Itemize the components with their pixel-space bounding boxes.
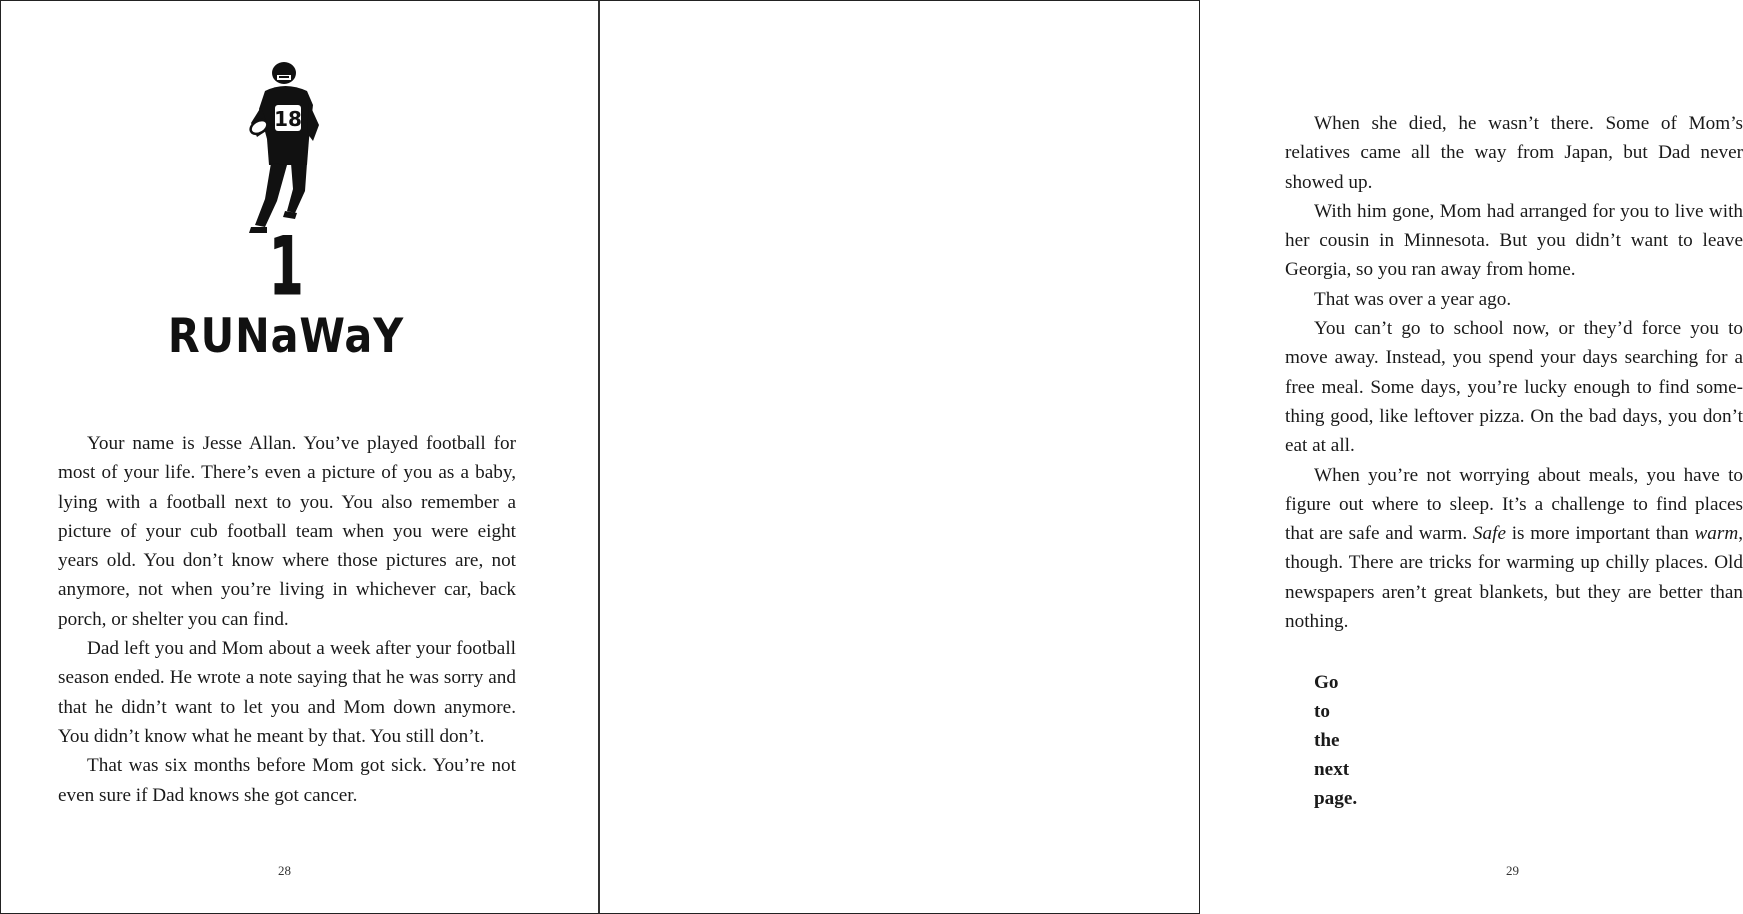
football-player-icon	[247, 61, 325, 233]
next-page-instruction: Go to the next page.	[1314, 672, 1358, 809]
paragraph: With him gone, Mom had arranged for you to live with her cousin in Minnesota. But you didn’t want to leave Georgia, so you ran away from home.	[1285, 200, 1743, 281]
emphasis-safe: Safe	[1472, 523, 1506, 545]
text-run: is more important than	[1505, 523, 1695, 545]
paragraph: Dad left you and Mom about a week after your football season ended. He wrote a note saying that he was sorry and that he didn’t want to let you and Mom down anymore. You didn’t know what he meant by that. You still don’t.	[58, 638, 516, 747]
left-page-text	[58, 429, 516, 810]
left-page	[1, 1, 600, 913]
paragraph: Your name is Jesse Allan. You’ve played football for most of your life. There’s even a picture of you as a baby, lying with a football next to you. You also remember a picture of your cub football team when you were eight years old. You don’t know where those pictures are, not anymore, not when you’re living in whichever car, back porch, or shelter you can find.	[58, 433, 516, 630]
text-run: , though. There are tricks for warming up chilly places. Old newspapers aren’t great blankets, but they are better than nothing.	[1285, 523, 1743, 633]
paragraph: You can’t go to school now, or they’d force you to move away. Instead, you spend your days searching for a free meal. Some days, you’re lucky enough to find something good, like leftover pizza. On the bad days, you don’t eat at all.	[1285, 318, 1743, 457]
jersey-number: 18	[274, 107, 302, 131]
paragraph: That was over a year ago.	[1314, 288, 1512, 310]
paragraph: That was six months before Mom got sick. You’re not even sure if Dad knows she got cancer.	[58, 755, 516, 806]
text-run: When you’re not worrying about meals, you have to figure out where to sleep. It’s a challenge to find places that are safe and warm.	[1285, 464, 1743, 545]
right-page	[600, 1, 1743, 913]
page-number-right: 29	[1506, 863, 1519, 878]
emphasis-warm: warm	[1694, 523, 1739, 545]
right-page-text	[1285, 109, 1743, 636]
chapter-number: 1	[269, 220, 303, 313]
paragraph	[1285, 461, 1743, 637]
chapter-title: RUNaWaY	[167, 309, 405, 364]
page-number-left: 28	[278, 863, 291, 878]
paragraph: When she died, he wasn’t there. Some of Mom’s relatives came all the way from Japan, but Dad never showed up.	[1285, 113, 1743, 193]
